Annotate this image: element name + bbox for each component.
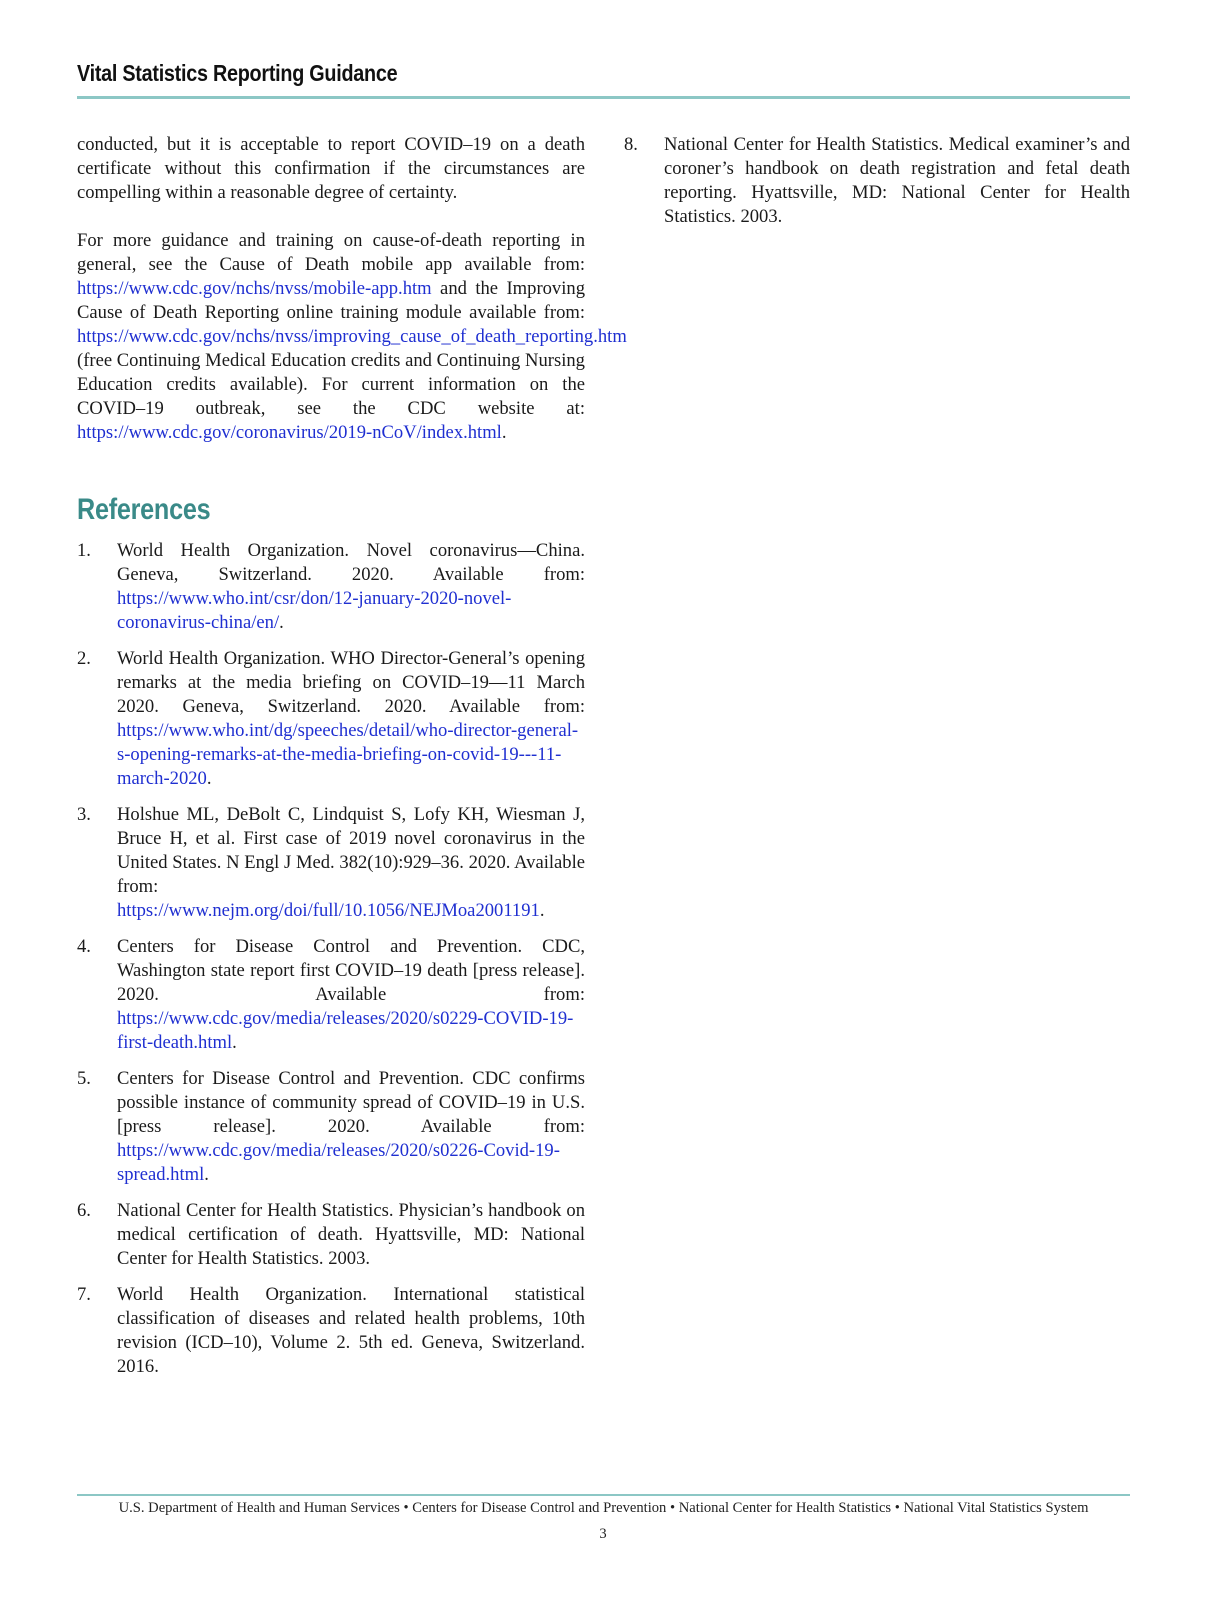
reference-text: National Center for Health Statistics. Physician’s handbook on medical certification of death. Hyattsville, MD: National Center for Health Statistics. 2003.: [117, 1200, 585, 1269]
reference-tail: .: [232, 1032, 237, 1053]
guidance-text: For more guidance and training on cause-of-death reporting in general, see the Cause of Death mobile app available from:: [77, 230, 585, 275]
right-column: [624, 133, 1130, 241]
reference-link[interactable]: https://www.cdc.gov/media/releases/2020/s0226-Covid-19-spread.html: [117, 1140, 560, 1185]
reference-item: [77, 935, 585, 1055]
page-header-title: Vital Statistics Reporting Guidance: [77, 60, 398, 86]
references-list: [77, 539, 585, 1379]
references-heading: References: [77, 493, 211, 526]
reference-link[interactable]: https://www.who.int/csr/don/12-january-2020-novel-coronavirus-china/en/: [117, 588, 512, 633]
guidance-text: (free Continuing Medical Education credits and Continuing Nursing Education credits available). For current information on the COVID–19 outbreak, see the CDC website at:: [77, 350, 585, 419]
intro-paragraph: conducted, but it is acceptable to report COVID–19 on a death certificate without this confirmation if the circumstances are compelling within a reasonable degree of certainty.: [77, 134, 585, 203]
reference-tail: .: [204, 1164, 209, 1185]
coronavirus-website-link[interactable]: https://www.cdc.gov/coronavirus/2019-nCoV/index.html: [77, 422, 502, 443]
reference-number: 5.: [77, 1068, 91, 1089]
reference-item: [624, 133, 1130, 229]
reference-number: 8.: [624, 134, 638, 155]
reference-number: 4.: [77, 936, 91, 957]
mobile-app-link[interactable]: https://www.cdc.gov/nchs/nvss/mobile-app.htm: [77, 278, 432, 299]
reference-item: [77, 647, 585, 791]
references-list-continued: [624, 133, 1130, 229]
guidance-text: .: [501, 422, 507, 443]
reference-number: 7.: [77, 1284, 91, 1305]
reference-tail: .: [206, 768, 212, 789]
reference-tail: .: [539, 900, 545, 921]
reference-text: Holshue ML, DeBolt C, Lindquist S, Lofy KH, Wiesman J, Bruce H, et al. First case of 2019 novel coronavirus in the United States. N Engl J Med. 382(10):929–36. 2020. Available from:: [117, 804, 585, 897]
guidance-text: and the Improving Cause of Death Reporting online training module available from:: [77, 278, 585, 323]
reference-item: [77, 803, 585, 923]
reference-link[interactable]: https://www.nejm.org/doi/full/10.1056/NEJMoa2001191: [117, 900, 540, 921]
reference-item: [77, 539, 585, 635]
page-number: 3: [599, 1526, 607, 1542]
reference-item: [77, 1283, 585, 1379]
reference-number: 2.: [77, 648, 91, 669]
footer-divider: [77, 1494, 1130, 1496]
header-divider: [77, 96, 1130, 99]
reference-text: World Health Organization. Novel coronavirus—China. Geneva, Switzerland. 2020. Available from:: [117, 540, 585, 585]
reference-item: [77, 1199, 585, 1271]
reference-text: Centers for Disease Control and Prevention. CDC, Washington state report first COVID–19 death [press release]. 2020. Available from:: [117, 936, 585, 1005]
reference-link[interactable]: https://www.cdc.gov/media/releases/2020/s0229-COVID-19-first-death.html: [117, 1008, 574, 1053]
footer-agency-line: U.S. Department of Health and Human Services • Centers for Disease Control and Prevention • National Center for Health Statistics • National Vital Statistics System: [118, 1500, 1089, 1516]
reference-tail: .: [279, 612, 284, 633]
reference-text: National Center for Health Statistics. Medical examiner’s and coroner’s handbook on death registration and fetal death reporting. Hyattsville, MD: National Center for Health Statistics. 2003.: [664, 134, 1130, 227]
left-column: [77, 133, 627, 1391]
reference-text: Centers for Disease Control and Prevention. CDC confirms possible instance of community spread of COVID–19 in U.S. [press release]. 2020. Available from:: [117, 1068, 585, 1137]
reference-link[interactable]: https://www.who.int/dg/speeches/detail/who-director-general-s-opening-remarks-at-the-media-briefing-on-covid-19---11-march-2020: [117, 720, 579, 789]
reference-text: World Health Organization. International statistical classification of diseases and related health problems, 10th revision (ICD–10), Volume 2. 5th ed. Geneva, Switzerland. 2016.: [117, 1284, 585, 1377]
reference-number: 3.: [77, 804, 91, 825]
reference-item: [77, 1067, 585, 1187]
reference-number: 1.: [77, 540, 91, 561]
reference-text: World Health Organization. WHO Director-General’s opening remarks at the media briefing on COVID–19—11 March 2020. Geneva, Switzerland. 2020. Available from:: [117, 648, 585, 717]
training-module-link[interactable]: https://www.cdc.gov/nchs/nvss/improving_cause_of_death_reporting.htm: [77, 326, 627, 347]
reference-number: 6.: [77, 1200, 91, 1221]
guidance-paragraph: [77, 229, 627, 445]
